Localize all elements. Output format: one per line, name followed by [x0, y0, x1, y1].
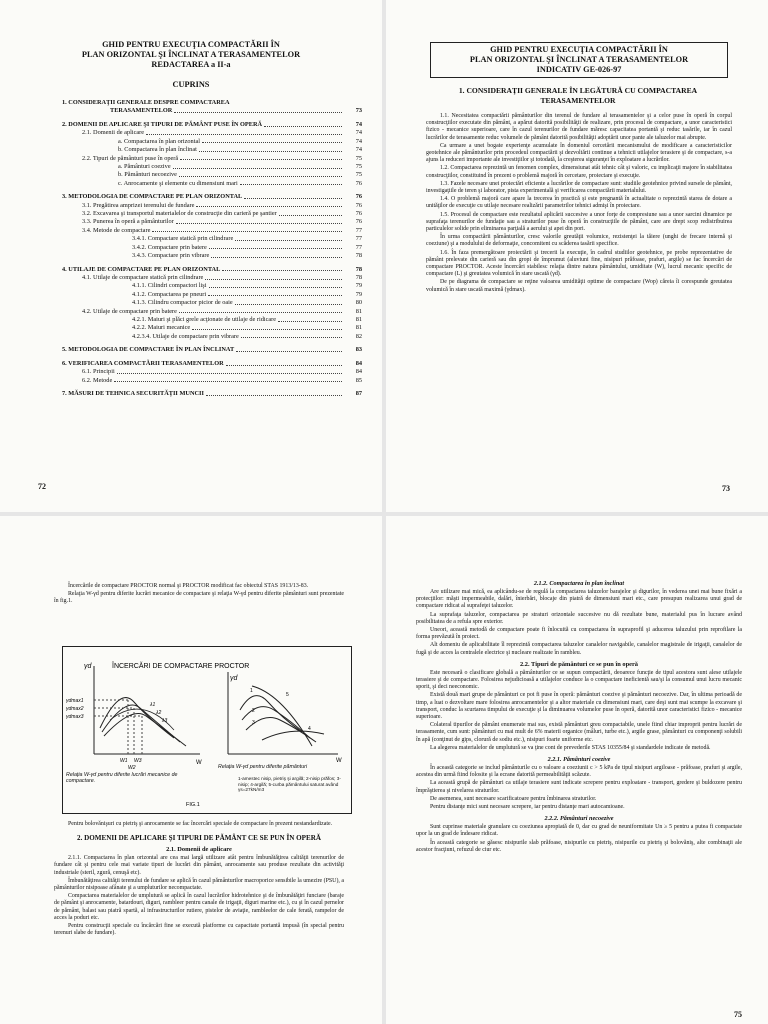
toc-entry-title: 3.4.3. Compactare prin vibrare	[132, 252, 210, 260]
caption-right-wrap	[218, 764, 348, 776]
legend-wrap	[238, 776, 348, 810]
toc-entry	[62, 121, 362, 129]
section-1-heading	[430, 86, 726, 106]
toc-dot-leader	[114, 381, 342, 382]
subsection-2-2-1: 2.2.1. Pământuri coezive	[547, 756, 611, 764]
paragraph: În urma compactării pământurilor, cresc valorile greutăţii volumice, rezistenţei la tăiere (unghi de frecare internă şi coeziune) şi a modulului de deformaţie, concomitent cu scăderea tasării specifice.	[426, 234, 732, 248]
toc-entry	[62, 129, 362, 137]
intro-paragraph: Încercările de compactare PROCTOR normal şi PROCTOR modificat fac obiectul STAS 1913/13-83.	[68, 583, 309, 589]
paragraph: Pentru construcţii speciale cu încărcări fine se execută platforme cu capacitate portantă impusă (în special pentru terenuri slabe de fundare).	[54, 923, 344, 937]
soil-label-3: 3	[252, 720, 255, 726]
toc-entry-title: 6.1. Principii	[82, 368, 115, 376]
toc-entry-page: 77	[355, 235, 362, 243]
toc-dot-leader	[235, 240, 342, 241]
paragraph: 2.1.1. Compactarea în plan orizontal are cea mai largă utilizare atât pentru îmbunătăţirea calităţii terenurilor de fundare cât şi pentru cele mai variate tipuri de lucrări din pământ, anrocamente sau produse rezultate din activităţi industriale (steril, zgură, cenuşă etc).	[54, 855, 344, 876]
section-1-heading-line-1: 1. CONSIDERAŢII GENERALE ÎN LEGĂTURĂ CU COMPACTAREA	[458, 86, 698, 95]
toc-entry-page: 76	[355, 218, 362, 226]
paragraph: Uneori, această metodă de compactare poate fi înlocuită cu compactarea în supraprofil şi aducerea taluzului prin reprofilare la forma prevăzută în proiect.	[416, 627, 742, 641]
toc-dot-leader	[180, 159, 342, 160]
toc-entry	[62, 107, 362, 115]
toc-dot-leader	[209, 248, 342, 249]
page-72-title	[40, 40, 342, 70]
toc-dot-leader	[152, 231, 342, 232]
toc-dot-leader	[278, 321, 342, 322]
toc-dot-leader	[176, 223, 342, 224]
toc-entry-title: 3.4. Metode de compactare	[82, 226, 151, 234]
ytick-1: γdmax1	[66, 698, 84, 704]
toc-entry-title: 4.1. Utilaje de compactare statică prin cilindrare	[82, 274, 204, 282]
page-75	[386, 516, 768, 1024]
toc-entry-page: 80	[355, 299, 362, 307]
toc-entry	[62, 324, 362, 332]
toc-entry-page: 74	[355, 146, 362, 154]
toc-dot-leader	[208, 295, 342, 296]
toc-dot-leader	[279, 215, 342, 216]
paragraph: 1.4. O problemă majoră care apare la trecerea în practică şi este pregnantă în actualitate o reprezintă starea de dotare a unităţilor de execuţie cu utilaje necesare realizării parametrilor tehnici admişi în proiectare.	[426, 196, 732, 210]
toc-entry	[62, 266, 362, 274]
toc-entry	[62, 235, 362, 243]
paragraph: Colateral tipurilor de pământ enumerate mai sus, există pământuri greu compactabile, unele fiind chiar improprii pentru lucrări de terasamente, cum sunt: pământuri cu mai mult de 6% materii organice (mâluri, turbe etc.), argile grase, pământuri cu componenţi solubili în apă (conţinut de gips, clorură de sodiu etc.), nisipuri foarte uniforme etc.	[416, 722, 742, 743]
toc-entry-page: 74	[355, 129, 362, 137]
figure-1	[62, 646, 352, 814]
curve-label-3: λ3	[162, 718, 168, 724]
paragraph: Compactarea materialelor de umplutură se aplică în cazul lucrărilor hidrotehnice şi de îmbunătăţiri funciare (baraje de pământ şi anrocamente, batardouri, diguri, rambleer pentru canale de irigaţii, diguri marine etc.), cu şi în cazul pernelor de pământ, balast sau piatră spartă, al infrastructurilor rutiere, pistelor de aviaţie, rambleelor de cale ferată, rampelor de acces la poduri etc.	[54, 893, 344, 921]
page-74-body	[54, 855, 344, 937]
right-x-axis-label: W	[336, 758, 342, 764]
toc-entry	[62, 390, 362, 398]
page-number: 73	[722, 484, 730, 493]
toc-dot-leader	[117, 373, 342, 374]
paragraph: La suprafaţa taluzelor, compactarea pe straturi orizontale succesive nu dă rezultate bune, materialul pus în lucrare având posibilitatea de a refula spre exterior.	[416, 611, 742, 625]
soil-label-2: 2	[252, 708, 255, 714]
toc-dot-leader	[211, 257, 342, 258]
toc-entry-title: 6.2. Metode	[82, 376, 113, 384]
curve-label-2: λ2	[156, 710, 162, 716]
toc-dot-leader	[226, 365, 342, 366]
page-73	[386, 0, 768, 512]
subsection-2-1-2: 2.1.2. Compactarea în plan înclinat	[533, 580, 625, 587]
toc-entry-title: 3.4.2. Compactare prin batere	[132, 243, 207, 251]
toc-entry	[62, 316, 362, 324]
toc-entry-title: c. Anrocamente şi elemente cu dimensiuni mari	[118, 179, 238, 187]
page-75-part-d	[416, 824, 742, 854]
soil-label-5: 5	[286, 692, 289, 698]
soil-label-1: 1	[250, 688, 253, 694]
page-72	[0, 0, 382, 512]
paragraph: În această categorie se găsesc nisipurile slab prăfoase, nisipurile cu pietriş, nisipurile cu pietriş şi bolovăniş, alte combinaţii ale acestor fracţiuni, refuzul de ciur etc.	[416, 839, 742, 853]
toc-entry-title: 3.1. Pregătirea amprizei terenului de fundare	[82, 201, 195, 209]
title-line-3: REDACTAREA a II-a	[151, 60, 231, 69]
toc-entry	[62, 333, 362, 341]
subsection-2-2: 2.2. Tipuri de pământuri ce se pun în operă	[519, 660, 638, 668]
title-line-2: PLAN ORIZONTAL ŞI ÎNCLINAT A TERASAMENTELOR	[469, 55, 689, 64]
paragraph: Sunt cuprinse materiale granulare cu coeziunea apropiată de 0, dar cu grad de neuniformitate Un ≥ 5 pentru a putea fi compactate upor la un grad de îndesare ridicat.	[416, 824, 742, 838]
toc-entry	[62, 171, 362, 179]
toc-entry-page: 79	[355, 282, 362, 290]
toc-entry-page: 76	[355, 193, 362, 201]
toc-entry-page: 79	[355, 290, 362, 298]
right-y-axis-label: γd	[230, 675, 238, 682]
paragraph: 1.3. Fazele necesare unei proiectări eficiente a lucrărilor de compactare sunt: studiile geotehnice privind sursele de pământ, investigaţiile de teren şi laborator, pista experimentală şi verificarea compactării materialului.	[426, 180, 732, 195]
paragraph: De asemenea, sunt necesare scarificatoare pentru îmbinarea straturilor.	[430, 795, 597, 802]
toc-entry-title: a. Pământuri coezive	[118, 162, 171, 170]
toc-entry-title: 2.2. Tipuri de pământuri puse în operă	[82, 154, 179, 162]
toc-entry	[62, 146, 362, 154]
page-73-title-box	[430, 42, 728, 78]
paragraph: Este necesară o clasificare globală a pământurilor ce se supun compactării, deoarece funcţie de tipul acestora sunt alese utilajele terasiere şi de compactare. Folosirea nejudicioasă a utilajelor conduce la o compactare ineficientă sau/şi la consumul unui lucru mecanic sporit, şi deci neeconomic.	[416, 669, 742, 691]
toc-entry	[62, 193, 362, 201]
title-line-2: PLAN ORIZONTAL ŞI ÎNCLINAT A TERASAMENTELOR	[81, 50, 301, 59]
paragraph: De pe diagrama de compactare se reţine valoarea umidităţii optime de compactare (Wop) căreia îi corespunde greutatea volumică în stare uscată maximă (γdmax).	[426, 279, 732, 293]
caption-left-wrap	[66, 772, 196, 796]
toc-entry-page: 77	[355, 226, 362, 234]
toc-dot-leader	[199, 151, 342, 152]
toc-entry-title: b. Pământuri necoezive	[118, 171, 177, 179]
toc-entry-title: b. Compactarea în plan înclinat	[118, 146, 197, 154]
soil-label-4: 4	[308, 726, 311, 732]
paragraph: În această categorie se includ pământurile cu o valoare a coeziunii c > 5 kPa de tipul nisipuri argiloase - prăfoase, prafuri şi argile, acestea din urmă fiind folosite şi la ecrane datorită permeabilităţii scăzute.	[416, 765, 742, 779]
section-2-heading: 2. DOMENII DE APLICARE ŞI TIPURI DE PĂMÂNT CE SE PUN ÎN OPERĂ	[77, 834, 321, 843]
toc-entry-page: 76	[355, 210, 362, 218]
toc-dot-leader	[209, 287, 342, 288]
paragraph: Îmbunătăţirea calităţii terenului de fundare se aplică în cazul pământurilor macroporice sensibile la umezire (PSU), a pământurilor nisipoase afânate şi a umpluturilor necompactate.	[54, 877, 344, 892]
figure-legend: 1-amestec nisip, pietriş şi argilă; 2-nisip prăfos; 3-nisip; 4-argilă; 5-curba pământului saturat având γs=27kN/m3	[238, 776, 341, 793]
toc-entry	[62, 252, 362, 260]
xtick-2: W3	[134, 758, 142, 764]
toc-entry-page: 83	[355, 346, 362, 354]
toc-entry-title: 3.4.1. Compactare statică prin cilindrare	[132, 235, 234, 243]
page-74	[0, 516, 382, 1024]
paragraph: Pentru distanţe mici sunt necesare screpere, iar pentru distanţe mari autocamioane.	[430, 804, 625, 811]
toc-entry	[62, 346, 362, 354]
toc-dot-leader	[202, 142, 342, 143]
toc-entry-page: 74	[355, 137, 362, 145]
toc-entry	[62, 163, 362, 171]
toc-entry	[62, 244, 362, 252]
table-of-contents	[62, 93, 362, 398]
paragraph: 1.5. Procesul de compactare este rezultatul aplicării succesive a unor forţe de compresiune sau a unor sarcini dinamice pe suprafaţa terenurilor de fundaţie sau a straturilor puse în operă în construcţiile de pământ, care are drept scop redistribuirea particulelor solide prin eliminarea parţială a aerului şi apei din pori.	[426, 211, 732, 233]
toc-entry-page: 78	[355, 265, 362, 273]
curve-label-1: λ1	[150, 702, 156, 708]
toc-dot-leader	[179, 176, 342, 177]
paragraph: 1.1. Necesitatea compactării pământurilor din terenul de fundare al terasamentelor şi a celor puse în operă în corpul construcţiilor executate din pământ, a apărut datorită posibilităţii de realizare, prin procesul de compactare, a unor caracteristici fizico - mecanice superioare, care în cazul terenurilor de fundare măresc capacitatea portantă şi reduc tasările, iar în cazul lucrărilor de terasamente reduc volumele de pământ datorită posibilităţii adoptării unor pante ale taluzelor mai abrupte.	[426, 113, 732, 141]
toc-entry	[62, 291, 362, 299]
relation-paragraph: Relaţia W-γd pentru diferite lucrări mecanice de compactare şi relaţia W-γd pentru diferite pământuri sunt prezentate în fig.1.	[54, 591, 344, 605]
left-x-axis-label: W	[196, 760, 202, 766]
xtick-3: W2	[128, 765, 136, 771]
toc-entry-title: 2. DOMENII DE APLICARE ŞI TIPURI DE PĂMÂNT PUSE ÎN OPERĂ	[62, 120, 263, 128]
cuprins-heading: CUPRINS	[172, 80, 210, 89]
figure-label: FIG.1	[186, 802, 200, 808]
toc-dot-leader	[174, 112, 342, 113]
paragraph: La această grupă de pământuri ca utilaje terasiere sunt indicate screpere pentru exploatare - transport, gredere şi buldozere pentru împrăştierea şi nivelarea straturilor.	[416, 780, 742, 794]
toc-entry-title: 4.2.2. Maiuri mecanice	[132, 324, 191, 332]
toc-entry-page: 75	[355, 162, 362, 170]
toc-dot-leader	[235, 304, 342, 305]
ytick-3: γdmax3	[66, 714, 84, 720]
toc-dot-leader	[240, 184, 342, 185]
toc-entry-title: 4.2. Utilaje de compactare prin batere	[82, 307, 177, 315]
toc-entry-page: 76	[355, 179, 362, 187]
toc-entry-title: 2.1. Domenii de aplicare	[82, 129, 145, 137]
toc-entry	[62, 202, 362, 210]
toc-entry	[62, 138, 362, 146]
toc-entry-page: 78	[355, 274, 362, 282]
page-73-body	[426, 112, 732, 295]
toc-entry-title: 1. CONSIDERAŢII GENERALE DESPRE COMPACTAREA	[62, 99, 230, 106]
toc-entry-page: 81	[355, 307, 362, 315]
toc-entry-title: 7. MĂSURI DE TEHNICA SECURITĂŢII MUNCII	[62, 390, 204, 398]
toc-dot-leader	[205, 279, 342, 280]
toc-dot-leader	[196, 206, 342, 207]
caption-right: Relaţia W-γd pentru diferite pământuri	[218, 764, 308, 770]
toc-dot-leader	[236, 351, 342, 352]
toc-entry	[62, 180, 362, 188]
toc-entry-page: 84	[355, 359, 362, 367]
paragraph: La alegerea materialelor de umplutură se va ţine cont de prevederile STAS 10355/84 şi standardele indicate de metodă.	[430, 744, 711, 751]
figure-title: ÎNCERCĂRI DE COMPACTARE PROCTOR	[112, 663, 250, 670]
toc-entry	[62, 377, 362, 385]
toc-entry	[62, 274, 362, 282]
ytick-2: γdmax2	[66, 706, 84, 712]
toc-entry-title: 4.1.3. Cilindru compactor picior de oaie	[132, 299, 233, 307]
toc-dot-leader	[244, 198, 342, 199]
toc-entry-title: 3. METODOLOGIA DE COMPACTARE PE PLAN ORIZONTAL	[62, 193, 243, 201]
toc-entry-page: 75	[355, 171, 362, 179]
toc-entry	[62, 210, 362, 218]
toc-entry-title: a. Compactarea în plan orizontal	[118, 137, 201, 145]
title-line-3: INDICATIV GE-026-97	[536, 65, 622, 74]
toc-entry	[62, 299, 362, 307]
toc-entry-title: 4.1.2. Compactarea pe pneuri	[132, 290, 207, 298]
toc-entry-title: 5. METODOLOGIA DE COMPACTARE ÎN PLAN ÎNCLINAT	[62, 346, 235, 354]
toc-entry-page: 84	[355, 368, 362, 376]
section-1-heading-line-2: TERASAMENTELOR	[540, 96, 616, 105]
toc-dot-leader	[192, 329, 342, 330]
toc-entry-title: 4.1.1. Cilindri compactori lişi	[132, 282, 207, 290]
toc-entry	[62, 227, 362, 235]
paragraph: Are utilizare mai mică, ea aplicându-se de regulă la compactarea taluzelor barajelor şi digurilor, în vederea unei mai bune fixări a protecţiilor: măşti impermeabile, dalări, înierbări, blocaje din piatră de dimensiuni mari etc., care presupun realizarea unui grad de compactare ridicat al suprafeţei taluzelor.	[416, 589, 742, 610]
toc-entry	[62, 99, 362, 107]
subsection-2-2-2: 2.2.2. Pământuri necoezive	[544, 815, 614, 823]
left-y-axis-label: γd	[84, 663, 92, 670]
title-line-1: GHID PENTRU EXECUŢIA COMPACTĂRII ÎN	[102, 40, 280, 49]
toc-entry	[62, 282, 362, 290]
caption-left: Relaţia W-γd pentru diferite lucrări mecanice de compactare.	[66, 772, 178, 784]
toc-entry	[62, 155, 362, 163]
toc-dot-leader	[146, 134, 342, 135]
toc-dot-leader	[264, 126, 342, 127]
page-number: 75	[734, 1010, 742, 1019]
toc-dot-leader	[179, 312, 342, 313]
xtick-1: W1	[120, 758, 128, 764]
page-75-part-a	[416, 589, 742, 657]
toc-entry-page: 76	[355, 201, 362, 209]
page-number: 72	[38, 482, 46, 491]
toc-dot-leader	[206, 395, 342, 396]
paragraph: Există două mari grupe de pământuri ce pot fi puse în operă: pământuri coezive şi pământuri necoezive. Dar, în ultima perioadă de timp, a luat o dezvoltare mare folosirea anrocamentelor şi a altor materiale cu dimensiuni mari, care deşi sunt mai scumpe la excavare şi transport, conduc la scurtarea timpului de execuţie şi la diminuarea volumelor puse în operă, datorită unor caracteristici fizico - mecanice superioare.	[416, 692, 742, 721]
paragraph-bolovanisuri: Pentru bolovănişuri cu pietriş şi anrocamente se fac încercări speciale de compactare în prezent nestandardizate.	[68, 821, 333, 827]
title-line-1: GHID PENTRU EXECUŢIA COMPACTĂRII ÎN	[490, 45, 668, 54]
page-75-part-b	[416, 670, 742, 752]
toc-dot-leader	[241, 337, 342, 338]
toc-entry	[62, 218, 362, 226]
toc-entry-page: 77	[355, 243, 362, 251]
toc-entry	[62, 308, 362, 316]
toc-dot-leader	[173, 168, 342, 169]
paragraph: 1.6. În faza premergătoare proiectării şi trecerii la execuţie, în cadrul studiilor geotehnice, pe probe reprezentative de pământ prelevate din carieră sau din gropi de împrumut (aluviuni fine, nisipuri prăfoase, prafuri, argile) se fac încercări de compactare PROCTOR. Aceste încercări stabilesc relaţia dintre natura pământului, umiditate (W), lucrul mecanic specific de compactare (L) şi greutatea volumică în stare uscată (γd).	[426, 249, 732, 278]
toc-entry-page: 82	[355, 332, 362, 340]
toc-entry-title: TERASAMENTELOR	[110, 107, 173, 115]
toc-entry-page: 81	[355, 315, 362, 323]
toc-entry-page: 81	[355, 324, 362, 332]
paragraph: 1.2. Compactarea reprezintă un fenomen complex, dimensiunat atât tehnic cât şi valoric, cu implicaţii majore în stabilitatea construcţiilor, constituind în prezent o problemă majoră în cercetare, proiectare şi execuţie.	[426, 165, 732, 179]
toc-dot-leader	[222, 270, 342, 271]
toc-entry-page: 78	[355, 252, 362, 260]
toc-entry-title: 3.3. Punerea în operă a pământurilor	[82, 218, 174, 226]
toc-entry	[62, 360, 362, 368]
subsection-2-1: 2.1. Domenii de aplicare	[166, 846, 232, 854]
toc-entry-page: 73	[355, 107, 362, 115]
toc-entry-page: 74	[355, 120, 362, 128]
toc-entry-title: 4.2.3.4. Utilaje de compactare prin vibrare	[132, 332, 239, 340]
toc-entry-title: 4. UTILAJE DE COMPACTARE PE PLAN ORIZONTAL	[62, 265, 221, 273]
toc-entry-title: 3.2. Excavarea şi transportul materialelor de construcţie din carieră pe şantier	[82, 210, 277, 218]
toc-entry-page: 85	[355, 376, 362, 384]
page-75-part-c	[416, 765, 742, 811]
toc-entry-page: 87	[355, 390, 362, 398]
toc-entry-title: 6. VERIFICAREA COMPACTĂRII TERASAMENTELOR	[62, 359, 224, 367]
toc-entry-page: 75	[355, 154, 362, 162]
paragraph: Alt domeniu de aplicabilitate îl reprezintă compactarea taluzelor canalelor navigabile, canalelor magistrale de irigaţii, canalelor de fugă şi de acces la centralele electrice şi nucleare realizate în rambleu.	[416, 642, 742, 656]
paragraph: Ca urmare a unei bogate experienţe acumulate în domeniul cercetării mecanismului de modificare a caracteristicilor geotehnice ale pământurilor prin procedeul compactării şi dezvoltării continue a tehnicii utilajelor terasiere şi de compactare, s-a ajuns la reduceri importante ale investiţiilor şi totodată, la creşterea siguranţei în exploatare a lucrărilor.	[426, 142, 732, 164]
toc-entry-title: 4.2.1. Maiuri şi plăci grele acţionate de utilaje de ridicare	[132, 315, 277, 323]
toc-entry	[62, 368, 362, 376]
